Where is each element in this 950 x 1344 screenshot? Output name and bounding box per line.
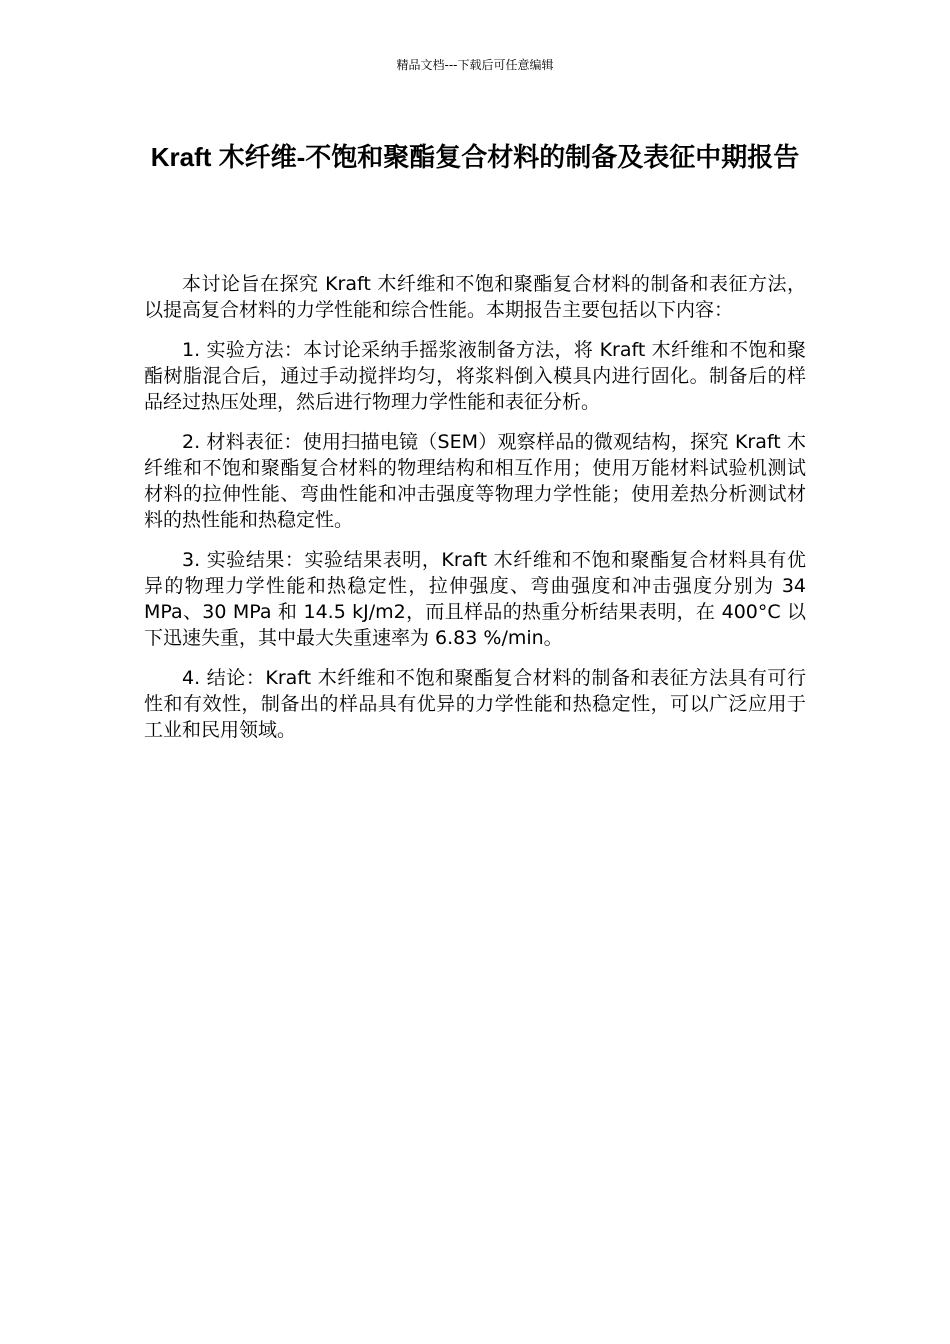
header-note: 精品文档---下载后可任意编辑	[396, 58, 554, 72]
paragraph-conclusion: 4. 结论：Kraft 木纤维和不饱和聚酯复合材料的制备和表征方法具有可行性和有效性，制备出的样品具有优异的力学性能和热稳定性，可以广泛应用于工业和民用领域。	[144, 667, 806, 741]
paragraph-methods: 1. 实验方法：本讨论采纳手摇浆液制备方法，将 Kraft 木纤维和不饱和聚酯树脂混合后，通过手动搅拌均匀，将浆料倒入模具内进行固化。制备后的样品经过热压处理，然后进行物理力学性能和表征分析。	[144, 339, 806, 413]
paragraph-characterization: 2. 材料表征：使用扫描电镜（SEM）观察样品的微观结构，探究 Kraft 木纤维和不饱和聚酯复合材料的物理结构和相互作用；使用万能材料试验机测试材料的拉伸性能、弯曲性能和冲击强度等物理力学性能；使用差热分析测试材料的热性能和热稳定性。	[144, 431, 806, 531]
document-body	[144, 271, 806, 757]
document-title: Kraft 木纤维-不饱和聚酯复合材料的制备及表征中期报告	[150, 142, 800, 172]
paragraph-intro: 本讨论旨在探究 Kraft 木纤维和不饱和聚酯复合材料的制备和表征方法，以提高复合材料的力学性能和综合性能。本期报告主要包括以下内容：	[144, 273, 806, 321]
paragraph-results: 3. 实验结果：实验结果表明，Kraft 木纤维和不饱和聚酯复合材料具有优异的物理力学性能和热稳定性，拉伸强度、弯曲强度和冲击强度分别为 34 MPa、30 MPa 和 14.5 kJ/m2，而且样品的热重分析结果表明，在 400°C 以下迅速失重，其中最大失重速率为 6.83 %/min。	[144, 549, 806, 649]
